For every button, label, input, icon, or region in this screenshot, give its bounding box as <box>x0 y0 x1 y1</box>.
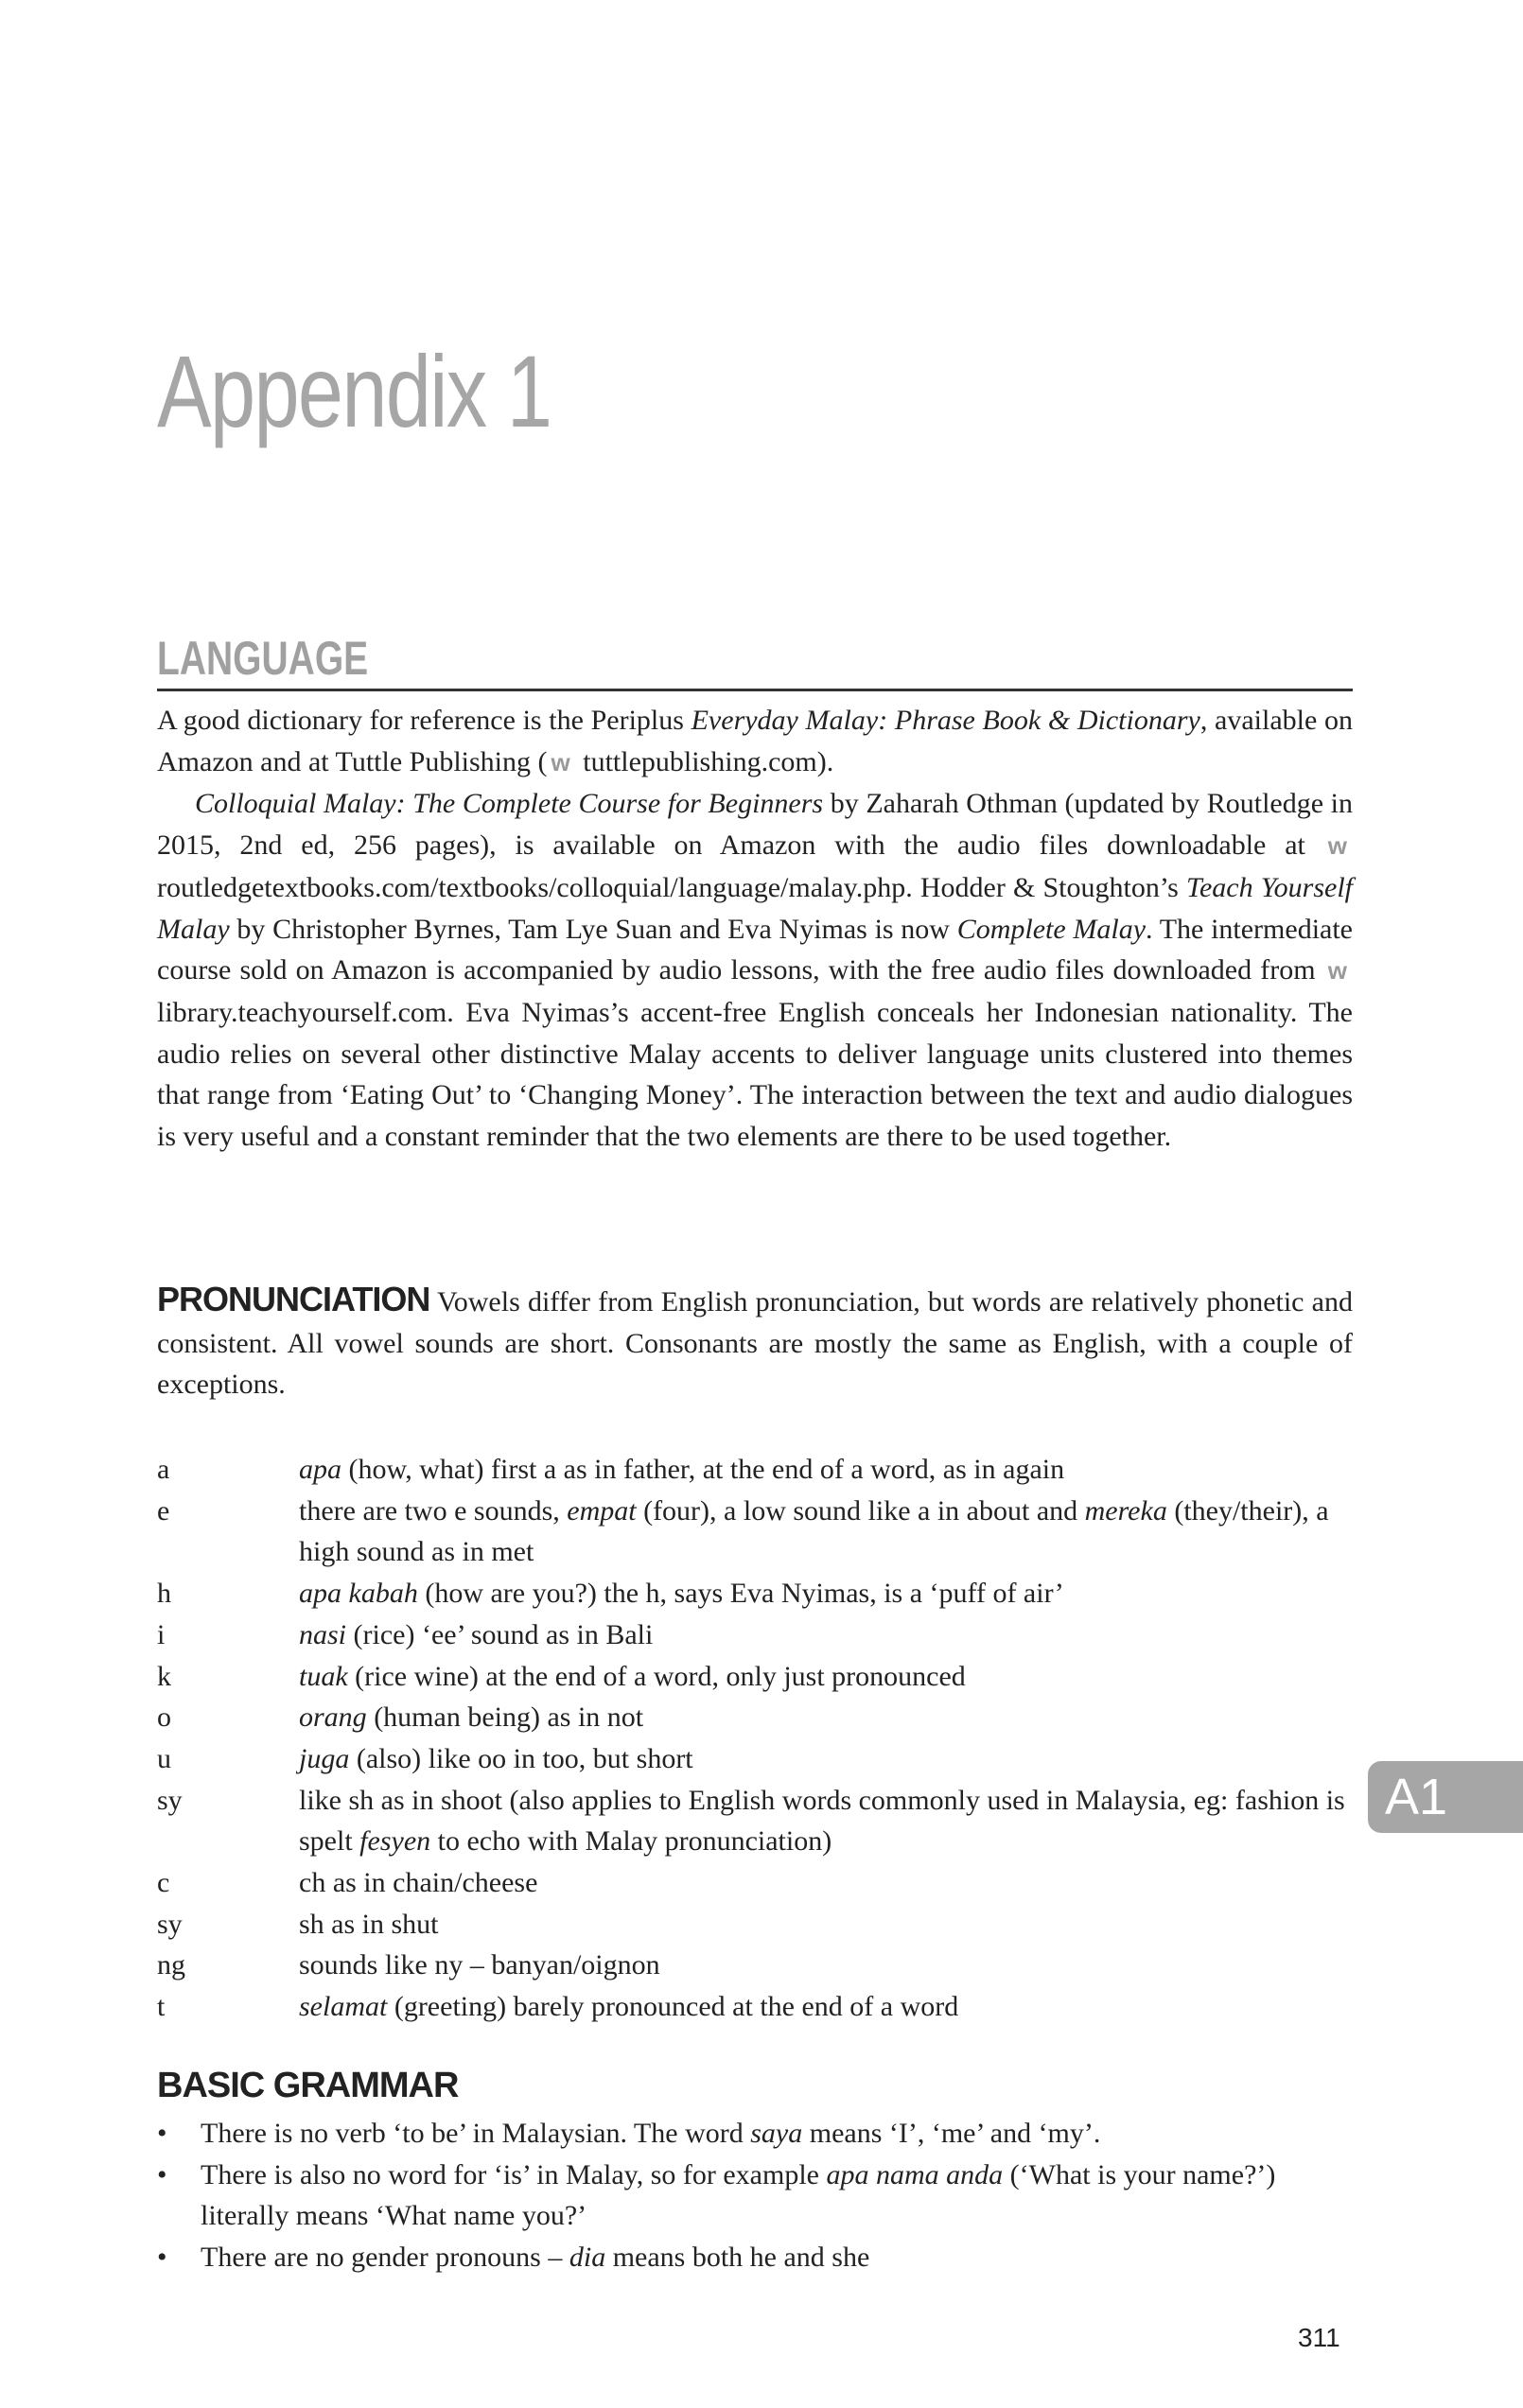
pronunciation-row <box>157 1449 1353 1491</box>
row-description <box>299 1614 1353 1656</box>
intro-text <box>157 700 1353 1158</box>
book-title: Complete Malay <box>956 913 1147 945</box>
text-run: like sh as in shoot (also applies to English words commonly used in Malaysia, eg: fashion is spelt <box>299 1784 1345 1858</box>
row-description: sounds like ny – banyan/oignon <box>299 1949 660 1981</box>
list-item <box>157 2113 1353 2155</box>
row-letter: k <box>157 1660 171 1692</box>
text-run: There are no gender pronouns – <box>201 2242 569 2274</box>
text-run: (how are you?) the h, says Eva Nyimas, is a ‘puff of air’ <box>417 1578 1064 1610</box>
row-description <box>299 1738 1353 1780</box>
text-run: There is no verb ‘to be’ in Malaysian. The word <box>201 2118 751 2149</box>
pronunciation-paragraph <box>157 1279 1353 1405</box>
malay-term: nasi <box>299 1618 347 1650</box>
row-description: sh as in shut <box>299 1908 439 1940</box>
text-run: routledgetextbooks.com/textbooks/colloquial/language/malay.php. Hodder & Stoughton’s <box>157 871 1187 903</box>
row-description <box>299 1697 1353 1738</box>
pronunciation-row <box>157 1614 1353 1656</box>
malay-term: apa kabah <box>299 1578 418 1610</box>
row-description <box>299 1780 1353 1862</box>
pronunciation-row <box>157 1945 1353 1986</box>
text-run: (also) like oo in too, but short <box>349 1742 693 1774</box>
pronunciation-table <box>157 1449 1353 2028</box>
row-letter: t <box>157 1991 166 2023</box>
intro-paragraph-1 <box>157 700 1353 783</box>
malay-term: dia <box>569 2242 606 2274</box>
text-run: (human being) as in not <box>366 1701 644 1734</box>
book-title: Everyday Malay: Phrase Book & Dictionary <box>691 705 1200 736</box>
link-text: tuttlepublishing.com). <box>575 745 834 777</box>
text-run: by Christopher Byrnes, Tam Lye Suan and Eva Nyimas is now <box>229 913 957 945</box>
pronunciation-intro <box>157 1279 1353 1405</box>
intro-paragraph-2 <box>157 783 1353 1157</box>
row-description <box>299 1573 1353 1614</box>
text-run: (rice) ‘ee’ sound as in Bali <box>346 1618 654 1650</box>
section-heading-language <box>157 628 1353 691</box>
web-icon: w <box>1327 831 1347 861</box>
text-run: there are two e sounds, <box>299 1494 568 1527</box>
text-run: (rice wine) at the end of a word, only just pronounced <box>347 1660 966 1692</box>
pronunciation-row <box>157 1986 1353 2028</box>
malay-term: orang <box>299 1701 367 1734</box>
section-heading-text: LANGUAGE <box>157 632 369 685</box>
row-letter: i <box>157 1618 166 1650</box>
basic-grammar-heading: BASIC GRAMMAR <box>157 2066 459 2105</box>
row-letter: ng <box>157 1949 185 1981</box>
text-run: (how, what) first a as in father, at the end of a word, as in again <box>341 1454 1065 1485</box>
text-run: to echo with Malay pronunciation) <box>430 1825 832 1858</box>
text-run: means ‘I’, ‘me’ and ‘my’. <box>802 2118 1101 2149</box>
text-run: (‘What is your name?’) literally means ‘What name you?’ <box>201 2158 1276 2232</box>
row-description <box>299 1656 1353 1698</box>
text-run: library.teachyourself.com. Eva Nyimas’s accent-free English conceals her Indonesian nationality. The audio relies on several other distinctive Malay accents to deliver language units clustered into themes that range from ‘Eating Out’ to ‘Changing Money’. The interaction between the text and audio dialogues is very useful and a constant reminder that the two elements are there to be used together. <box>157 996 1353 1153</box>
pronunciation-row <box>157 1656 1353 1698</box>
pronunciation-row <box>157 1697 1353 1738</box>
text-run: (they/their), a high sound as in met <box>299 1494 1329 1568</box>
malay-term: apa <box>299 1454 341 1485</box>
web-icon: w <box>1327 956 1347 986</box>
text-run: (greeting) barely pronounced at the end of a word <box>387 1991 959 2023</box>
list-item <box>157 2237 1353 2278</box>
pronunciation-row <box>157 1780 1353 1862</box>
malay-term: empat <box>567 1494 637 1527</box>
row-letter: u <box>157 1742 171 1774</box>
appendix-title: Appendix 1 <box>157 334 551 448</box>
text-run: There is also no word for ‘is’ in Malay, so for example <box>201 2158 827 2190</box>
text-run: (four), a low sound like a in about and <box>636 1494 1085 1527</box>
row-letter: sy <box>157 1784 183 1816</box>
row-description <box>299 1449 1353 1491</box>
book-title: Teach Yourself Malay <box>157 871 1353 945</box>
text-run: means both he and she <box>605 2242 870 2274</box>
row-letter: h <box>157 1578 171 1610</box>
malay-term: apa nama anda <box>826 2158 1004 2190</box>
pronunciation-row <box>157 1491 1353 1573</box>
malay-term: mereka <box>1084 1494 1167 1527</box>
malay-term: juga <box>299 1742 350 1774</box>
row-letter: a <box>157 1454 170 1485</box>
pronunciation-heading: PRONUNCIATION <box>157 1280 430 1318</box>
row-letter: sy <box>157 1908 183 1940</box>
text-run: . The intermediate course sold on Amazon is accompanied by audio lessons, with the free audio files downloaded from <box>157 913 1353 986</box>
malay-term: fesyen <box>359 1825 431 1858</box>
row-letter: c <box>157 1867 170 1899</box>
list-item <box>157 2155 1353 2237</box>
page-number: 311 <box>1298 2323 1340 2352</box>
text-run: Vowels differ from English pronunciation, but words are relatively phonetic and consistent. All vowel sounds are short. Consonants are mostly the same as English, with a couple of exceptions. <box>157 1286 1353 1401</box>
text-run: A good dictionary for reference is the Periplus <box>157 705 691 736</box>
malay-term: tuak <box>299 1660 348 1692</box>
row-description: ch as in chain/cheese <box>299 1867 538 1899</box>
appendix-side-tab: A1 <box>1368 1761 1523 1833</box>
row-letter: o <box>157 1701 171 1734</box>
row-description <box>299 1986 1353 2028</box>
book-title: Colloquial Malay: The Complete Course for Beginners <box>195 788 824 820</box>
pronunciation-row <box>157 1904 1353 1946</box>
row-letter: e <box>157 1494 170 1527</box>
pronunciation-row <box>157 1573 1353 1614</box>
web-icon: w <box>551 747 570 776</box>
text-run: by Zaharah Othman (updated by Routledge in 2015, 2nd ed, 256 pages), is available on Amazon with the audio files downloadable at <box>157 788 1354 862</box>
pronunciation-row <box>157 1738 1353 1780</box>
malay-term: saya <box>750 2118 803 2149</box>
grammar-list <box>157 2113 1353 2278</box>
pronunciation-row <box>157 1862 1353 1904</box>
malay-term: selamat <box>299 1991 388 2023</box>
text-run: , available on Amazon and at Tuttle Publishing ( <box>157 705 1353 777</box>
row-description <box>299 1491 1353 1573</box>
